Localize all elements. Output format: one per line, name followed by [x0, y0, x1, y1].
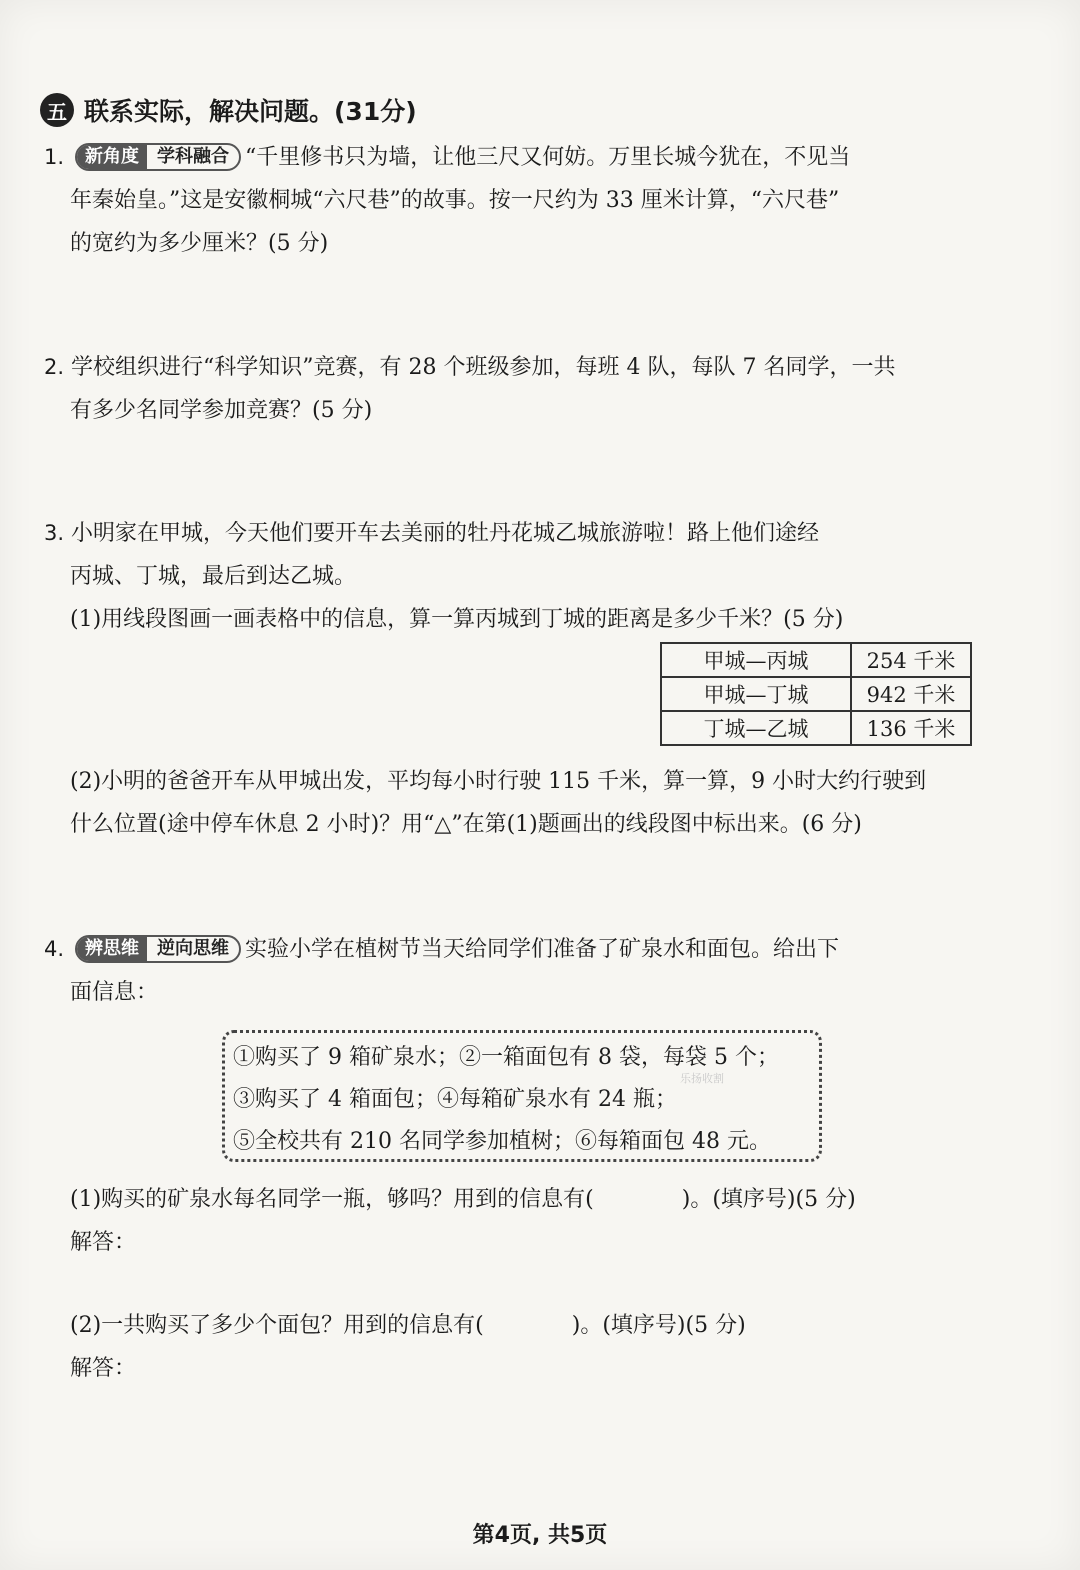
section-heading	[40, 92, 417, 128]
question-4-part-2	[44, 1304, 974, 1390]
tag-new-angle: 新角度	[77, 145, 147, 169]
question-4-line-2: 面信息：	[70, 980, 159, 1005]
question-3-part-1: (1)用线段图画一画表格中的信息，算一算丙城到丁城的距离是多少千米？(5 分)	[70, 607, 844, 632]
question-1-line-2: 年秦始皇。”这是安徽桐城“六尺巷”的故事。按一尺约为 33 厘米计算，“六尺巷”	[70, 188, 840, 213]
question-3-line-2: 丙城、丁城，最后到达乙城。	[70, 564, 357, 589]
question-3-line-1	[44, 512, 974, 555]
distance-table	[660, 642, 972, 746]
question-number: 4.	[44, 937, 65, 961]
watermark: 乐扬收割	[680, 1072, 724, 1085]
info-line: ①购买了 9 箱矿泉水；②一箱面包有 8 袋，每袋 5 个；	[233, 1045, 779, 1070]
question-2	[44, 346, 974, 432]
question-1	[44, 136, 974, 265]
question-1-line-1	[44, 136, 974, 179]
tag-thinking: 辨思维	[77, 937, 147, 961]
question-1-line-3: 的宽约为多少厘米？(5 分)	[70, 231, 329, 256]
section-number-badge: 五	[40, 93, 74, 127]
question-3-part-2-line-1: (2)小明的爸爸开车从甲城出发，平均每小时行驶 115 千米，算一算，9 小时大约行驶到	[70, 769, 927, 794]
question-3-part-2	[44, 760, 974, 846]
info-box	[222, 1030, 822, 1162]
question-text: 学校组织进行“科学知识”竞赛，有 28 个班级参加，每班 4 队，每队 7 名同学，一共	[71, 355, 896, 380]
question-number: 3.	[44, 521, 65, 545]
question-4-part-1-text: (1)购买的矿泉水每名同学一瓶，够吗？用到的信息有( )。(填序号)(5 分)	[70, 1187, 856, 1212]
question-3	[44, 512, 974, 641]
question-text: “千里修书只为墙，让他三尺又何妨。万里长城今犹在，不见当	[245, 145, 851, 170]
question-tag	[75, 143, 241, 171]
tag-interdisciplinary: 学科融合	[157, 146, 230, 167]
question-2-line-1	[44, 346, 974, 389]
question-number: 2.	[44, 355, 65, 379]
section-title: 联系实际，解决问题。(31分)	[84, 97, 417, 126]
table-cell-route: 甲城—丁城	[661, 677, 851, 711]
tag-reverse-thinking: 逆向思维	[157, 938, 230, 959]
table-row	[661, 643, 971, 677]
table-cell-route: 丁城—乙城	[661, 711, 851, 745]
question-2-line-2: 有多少名同学参加竞赛？(5 分)	[70, 398, 373, 423]
table-cell-route: 甲城—丙城	[661, 643, 851, 677]
answer-label: 解答：	[70, 1230, 137, 1255]
table-row	[661, 677, 971, 711]
question-4-part-1	[44, 1178, 974, 1264]
question-text: 实验小学在植树节当天给同学们准备了矿泉水和面包。给出下	[245, 937, 840, 962]
question-4-part-2-text: (2)一共购买了多少个面包？用到的信息有( )。(填序号)(5 分)	[70, 1313, 746, 1338]
answer-label: 解答：	[70, 1356, 137, 1381]
question-number: 1.	[44, 145, 65, 169]
question-4	[44, 928, 974, 1014]
table-cell-distance: 254 千米	[851, 643, 971, 677]
table-row	[661, 711, 971, 745]
info-line: ③购买了 4 箱面包；④每箱矿泉水有 24 瓶；	[233, 1087, 677, 1112]
question-text: 小明家在甲城，今天他们要开车去美丽的牡丹花城乙城旅游啦！路上他们途经	[71, 521, 820, 546]
table-cell-distance: 136 千米	[851, 711, 971, 745]
question-3-part-2-line-2: 什么位置(途中停车休息 2 小时)？用“△”在第(1)题画出的线段图中标出来。(6 分)	[70, 812, 862, 837]
question-4-line-1	[44, 928, 974, 971]
info-line: ⑤全校共有 210 名同学参加植树；⑥每箱面包 48 元。	[233, 1129, 771, 1154]
question-tag	[75, 935, 241, 963]
page-footer: 第4页, 共5页	[472, 1523, 608, 1548]
table-cell-distance: 942 千米	[851, 677, 971, 711]
